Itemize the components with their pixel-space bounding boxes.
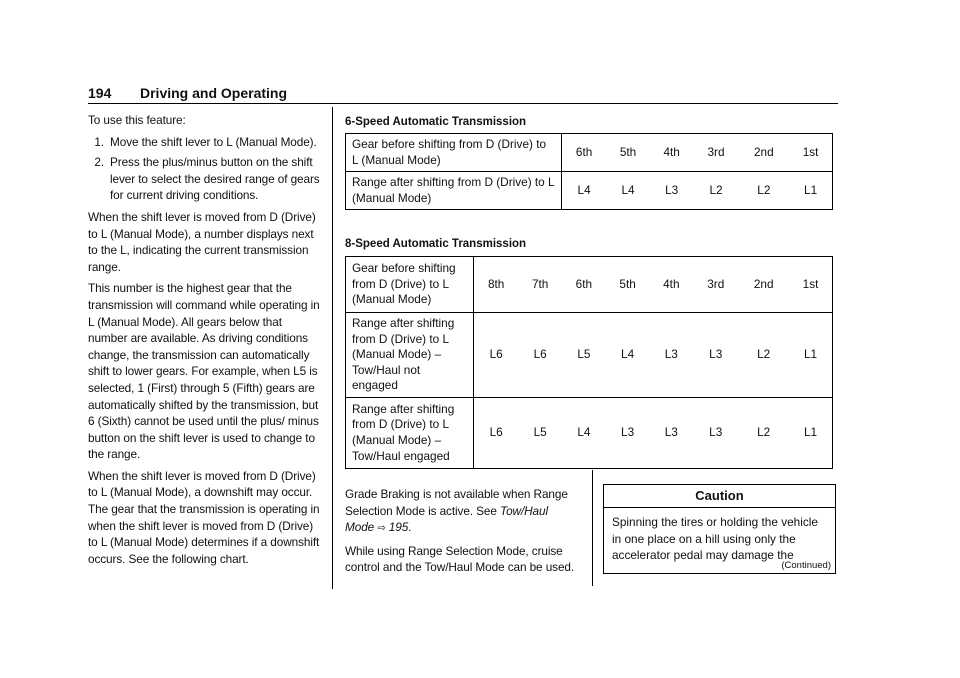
page-reference-icon: ⇨ — [377, 523, 386, 535]
table-row — [346, 313, 833, 398]
table-cell: 7th — [518, 257, 562, 313]
middle-column — [345, 486, 577, 581]
cruise-control-note: While using Range Selection Mode, cruise control and the Tow/Haul Mode can be used. — [345, 543, 575, 575]
caution-box — [603, 484, 836, 574]
note-text: Grade Braking is not available when Range Selection Mode is active. See — [345, 487, 568, 518]
steps-list — [88, 134, 320, 204]
paragraph: When the shift lever is moved from D (Drive) to L (Manual Mode), a downshift may occur. The gear that the transmission is operating in when the shift lever is moved from D (Drive) to L (Manual Mode) determines if a downshift occurs. See the following chart. — [88, 468, 320, 566]
table-cell: 2nd — [738, 257, 789, 313]
table-row — [346, 172, 833, 210]
table-cell: L3 — [606, 397, 650, 468]
table-cell: 6th — [562, 257, 606, 313]
tow-haul-mode-link[interactable]: Tow/Haul Mode — [345, 503, 548, 535]
table-cell: L2 — [738, 397, 789, 468]
paragraph: When the shift lever is moved from D (Drive) to L (Manual Mode), a number displays next to the L, indicating the current transmission range. — [88, 209, 316, 274]
table-cell: L2 — [739, 172, 790, 210]
table-cell: L6 — [474, 313, 519, 398]
row-label: Range after shifting from D (Drive) to L (Manual Mode) — [346, 172, 562, 210]
table-cell: L3 — [650, 172, 694, 210]
row-label: Range after shifting from D (Drive) to L (Manual Mode) – Tow/Haul engaged — [346, 397, 474, 468]
table-cell: 3rd — [693, 257, 738, 313]
page-number: 194 — [88, 85, 112, 101]
sentence-period: . — [408, 520, 412, 535]
table-cell: 3rd — [693, 134, 738, 172]
transmission-table-8-speed — [345, 256, 833, 469]
row-label: Range after shifting from D (Drive) to L (Manual Mode) – Tow/Haul not engaged — [346, 313, 474, 398]
page-header — [88, 85, 838, 104]
intro-text: To use this feature: — [88, 113, 186, 127]
column-divider — [592, 470, 593, 586]
continued-label: (Continued) — [781, 560, 831, 571]
table-cell: L3 — [649, 313, 693, 398]
paragraph: This number is the highest gear that the transmission will command while operating in L (Manual Mode). All gears below that number are available. As driving conditions change, the transmission can automatically shift to lower gears. For example, when L5 is selected, 1 (First) through 5 (Fifth) gears are automatically shifted by the transmission, but 6 (Sixth) cannot be used until the plus/ minus button on the shift lever is used to change to the range. — [88, 281, 320, 462]
table-row — [346, 397, 833, 468]
table-cell: L2 — [738, 313, 789, 398]
table-cell: L4 — [562, 172, 607, 210]
table-cell: 1st — [789, 257, 832, 313]
caution-body: Spinning the tires or holding the vehicle in one place on a hill using only the accelerator pedal may damage the — [612, 515, 818, 563]
table-cell: L6 — [474, 397, 519, 468]
table-row — [346, 134, 833, 172]
left-column — [88, 112, 320, 572]
row-label: Gear before shifting from D (Drive) to L (Manual Mode) — [346, 257, 474, 313]
table-cell: L4 — [606, 313, 650, 398]
table-cell: 4th — [649, 257, 693, 313]
table-cell: 8th — [474, 257, 519, 313]
table-cell: 4th — [650, 134, 694, 172]
step-text: Press the plus/minus button on the shift lever to select the desired range of gears for current driving conditions. — [110, 155, 320, 203]
table-cell: 2nd — [739, 134, 790, 172]
row-label: Gear before shifting from D (Drive) to L (Manual Mode) — [346, 134, 562, 172]
column-divider — [332, 107, 333, 589]
table-cell: L4 — [606, 172, 650, 210]
step-number: 1. — [94, 134, 104, 149]
table-row — [346, 257, 833, 313]
table-cell: 1st — [789, 134, 832, 172]
step-text: Move the shift lever to L (Manual Mode). — [110, 134, 317, 149]
table-cell: L3 — [693, 397, 738, 468]
table-cell: 5th — [606, 134, 650, 172]
table-cell: 6th — [562, 134, 607, 172]
table-cell: L4 — [562, 397, 606, 468]
table-title-6-speed: 6-Speed Automatic Transmission — [345, 116, 527, 128]
grade-braking-note — [345, 486, 577, 538]
table-cell: L1 — [789, 172, 832, 210]
table-cell: L3 — [693, 313, 738, 398]
step-number: 2. — [94, 155, 104, 170]
table-cell: L6 — [518, 313, 562, 398]
step-item — [88, 134, 320, 151]
table-title-8-speed: 8-Speed Automatic Transmission — [345, 238, 527, 250]
table-cell: L5 — [518, 397, 562, 468]
caution-heading: Caution — [604, 485, 835, 508]
table-cell: L3 — [649, 397, 693, 468]
transmission-table-6-speed — [345, 133, 833, 210]
table-cell: L2 — [693, 172, 738, 210]
table-cell: L1 — [789, 313, 832, 398]
table-cell: L5 — [562, 313, 606, 398]
table-cell: 5th — [606, 257, 650, 313]
step-item — [88, 154, 320, 204]
page-reference-number[interactable]: 195 — [388, 520, 409, 535]
section-title: Driving and Operating — [140, 85, 288, 101]
table-cell: L1 — [789, 397, 832, 468]
